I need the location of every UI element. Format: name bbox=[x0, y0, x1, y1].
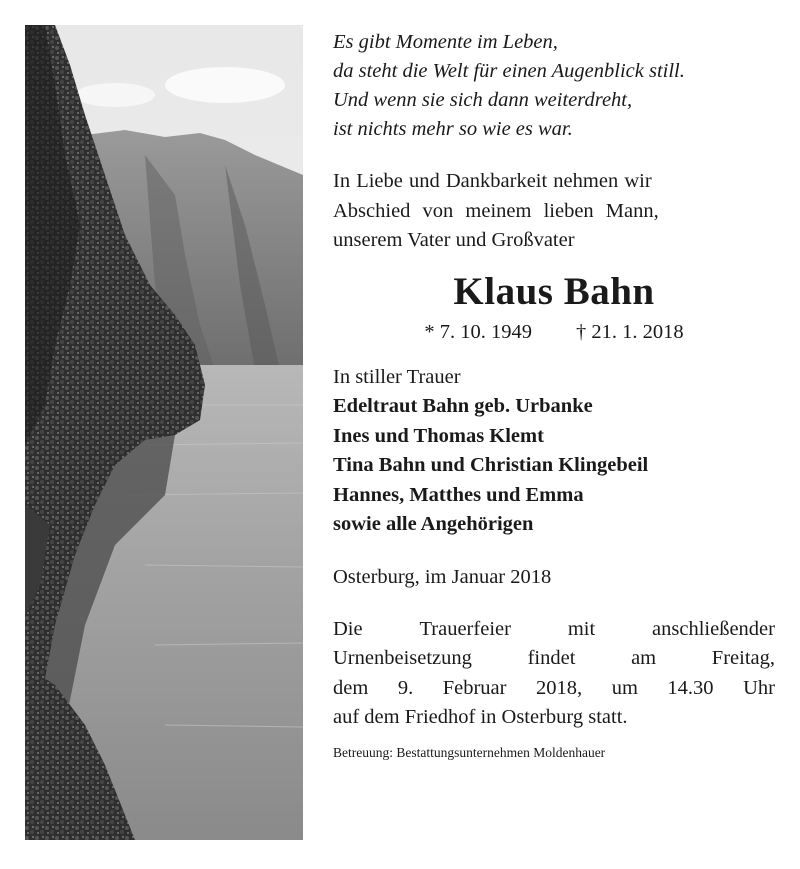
mourner-line: sowie alle Angehörigen bbox=[333, 513, 534, 535]
service-word: Die bbox=[333, 617, 363, 640]
service-word: Urnenbeisetzung bbox=[333, 647, 472, 669]
service-word: dem bbox=[333, 676, 369, 699]
intro-line: Abschied von meinem lieben Mann, bbox=[333, 199, 659, 222]
service-word: 14.30 bbox=[667, 676, 714, 699]
motto-line: da steht die Welt für einen Augenblick still. bbox=[333, 60, 685, 82]
service-word: Februar bbox=[442, 676, 507, 699]
funeral-home-credit: Betreuung: Bestattungsunternehmen Moldenhauer bbox=[333, 744, 606, 760]
service-word: mit bbox=[567, 617, 596, 640]
service-word: 9. bbox=[397, 676, 414, 699]
deceased-name: Klaus Bahn bbox=[453, 269, 655, 313]
service-word: am bbox=[631, 647, 657, 669]
motto-line: Und wenn sie sich dann weiterdreht, bbox=[333, 89, 633, 111]
intro-line: In Liebe und Dankbarkeit nehmen wir bbox=[333, 170, 652, 192]
service-line bbox=[333, 644, 775, 674]
service-word: findet bbox=[527, 647, 576, 669]
mourners-block bbox=[333, 363, 775, 540]
birth-date: * 7. 10. 1949 bbox=[424, 320, 532, 343]
motto-quote bbox=[333, 28, 775, 144]
obituary-text bbox=[333, 28, 775, 762]
mourner-line: Tina Bahn und Christian Klingebeil bbox=[333, 454, 649, 476]
motto-line: Es gibt Momente im Leben, bbox=[333, 31, 558, 53]
intro-line: unserem Vater und Großvater bbox=[333, 229, 575, 251]
mourner-line: Edeltraut Bahn geb. Urbanke bbox=[333, 395, 593, 417]
mourner-line: Hannes, Matthes und Emma bbox=[333, 483, 584, 506]
death-date: † 21. 1. 2018 bbox=[576, 320, 684, 343]
life-dates bbox=[333, 318, 775, 346]
place-date: Osterburg, im Januar 2018 bbox=[333, 565, 552, 588]
service-line bbox=[333, 615, 775, 645]
funeral-service-info bbox=[333, 615, 775, 733]
service-word: 2018, bbox=[536, 676, 583, 699]
service-line: auf dem Friedhof in Osterburg statt. bbox=[333, 706, 628, 728]
service-word: um bbox=[611, 676, 638, 699]
service-word: Freitag, bbox=[711, 647, 775, 669]
lake-landscape-photo bbox=[25, 25, 303, 840]
service-word: anschließender bbox=[652, 617, 775, 640]
service-line bbox=[333, 674, 775, 704]
mourning-intro: In stiller Trauer bbox=[333, 365, 461, 388]
service-word: Uhr bbox=[743, 676, 775, 699]
motto-line: ist nichts mehr so wie es war. bbox=[333, 118, 573, 140]
farewell-intro bbox=[333, 167, 775, 256]
service-word: Trauerfeier bbox=[419, 617, 511, 640]
mourner-line: Ines und Thomas Klemt bbox=[333, 424, 544, 447]
